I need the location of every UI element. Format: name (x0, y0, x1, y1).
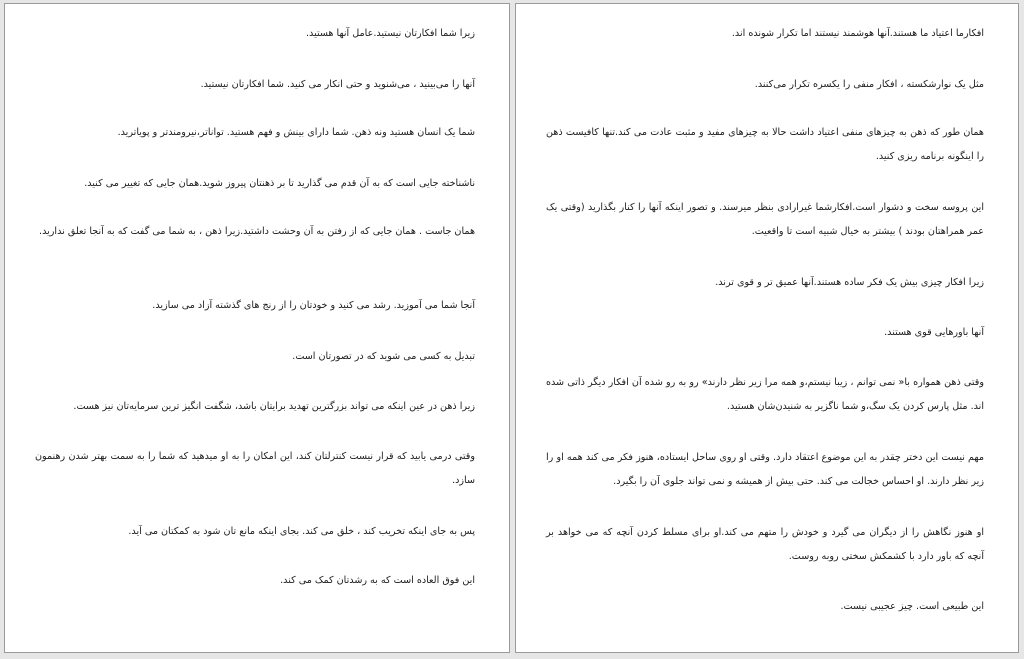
paragraph: این پروسه سخت و دشوار است.افکارشما غیرارادی بنظر میرسند. و تصور اینکه آنها را کنار بگذارید (وقتی یک عمر همراهتان بودند ) بیشتر به خیال شبیه است تا واقعیت. (546, 202, 984, 237)
paragraph: شما یک انسان هستید ونه ذهن. شما دارای بینش و فهم هستید. تواناتر،نیرومندتر و پویاترید. (117, 127, 475, 138)
paragraph: مثل یک نوارشکسته ، افکار منفی را یکسره تکرار می‌کنند. (754, 79, 984, 90)
paragraph: همان جاست . همان جایی که از رفتن به آن وحشت داشتید.زیرا ذهن ، به شما می گفت که به آنجا تعلق ندارید. (39, 226, 475, 237)
document-page-right (515, 3, 1019, 653)
paragraph: زیرا افکار چیزی بیش یک فکر ساده هستند.آنها عمیق تر و قوی ترند. (715, 277, 984, 288)
paragraph: آنجا شما می آموزید. رشد می کنید و خودتان را از رنج های گذشته آزاد می سازید. (152, 300, 475, 311)
paragraph: همان طور که ذهن به چیزهای منفی اعتیاد داشت حالا به چیزهای مفید و مثبت عادت می کند.تنها کافیست ذهن را اینگونه برنامه ریزی کنید. (546, 127, 984, 162)
paragraph: آنها باورهایی قوی هستند. (884, 327, 984, 338)
paragraph: پس به جای اینکه تخریب کند ، خلق می کند. بجای اینکه مانع تان شود به کمکتان می آید. (128, 526, 475, 537)
document-page-left (4, 3, 510, 653)
paragraph: مهم نیست این دختر چقدر به این موضوع اعتقاد دارد. وقتی او روی ساحل ایستاده، هنوز فکر می کند همه او را زیر نظر دارند. او احساس خجالت می کند. حتی بیش از همیشه و نمی تواند جلوی آن را بگیرد. (546, 452, 984, 487)
paragraph: زیرا شما افکارتان نیستید.عامل آنها هستید. (306, 28, 475, 39)
paragraph: تبدیل به کسی می شوید که در تصورتان است. (292, 351, 475, 362)
paragraph: وقتی ذهن همواره با« نمی توانم ، زیبا نیستم،و همه مرا زیر نظر دارند» رو به رو شده آن افکار دیگر ذاتی شده اند. مثل پارس کردن یک سگ،و شما ناگزیر به شنیدن‌شان هستید. (546, 377, 984, 412)
paragraph: زیرا ذهن در عین اینکه می تواند بزرگترین تهدید برایتان باشد، شگفت انگیز ترین سرمایه‌تان نیز هست. (73, 401, 475, 412)
paragraph: او هنوز نگاهش را از دیگران می گیرد و خودش را متهم می کند.او برای مسلط کردن آنچه که می خواهد بر آنچه که باور دارد با کشمکش سختی روبه روست. (546, 527, 984, 562)
paragraph: این فوق العاده است که به رشدتان کمک می کند. (280, 575, 475, 586)
paragraph: آنها را می‌بینید ، می‌شنوید و حتی انکار می کنید. شما افکارتان نیستید. (200, 79, 475, 90)
paragraph: وقتی درمی یابید که قرار نیست کنترلتان کند، این امکان را به او میدهید که شما را به سمت بهتر شدن رهنمون سازد. (35, 451, 475, 486)
paragraph: ناشناخته جایی است که به آن قدم می گذارید تا بر ذهنتان پیروز شوید.همان جایی که تغییر می کنید. (84, 178, 475, 189)
paragraph: افکارما اعتیاد ما هستند.آنها هوشمند نیستند اما تکرار شونده اند. (731, 28, 984, 39)
paragraph: این طبیعی است. چیز عجیبی نیست. (840, 601, 984, 612)
